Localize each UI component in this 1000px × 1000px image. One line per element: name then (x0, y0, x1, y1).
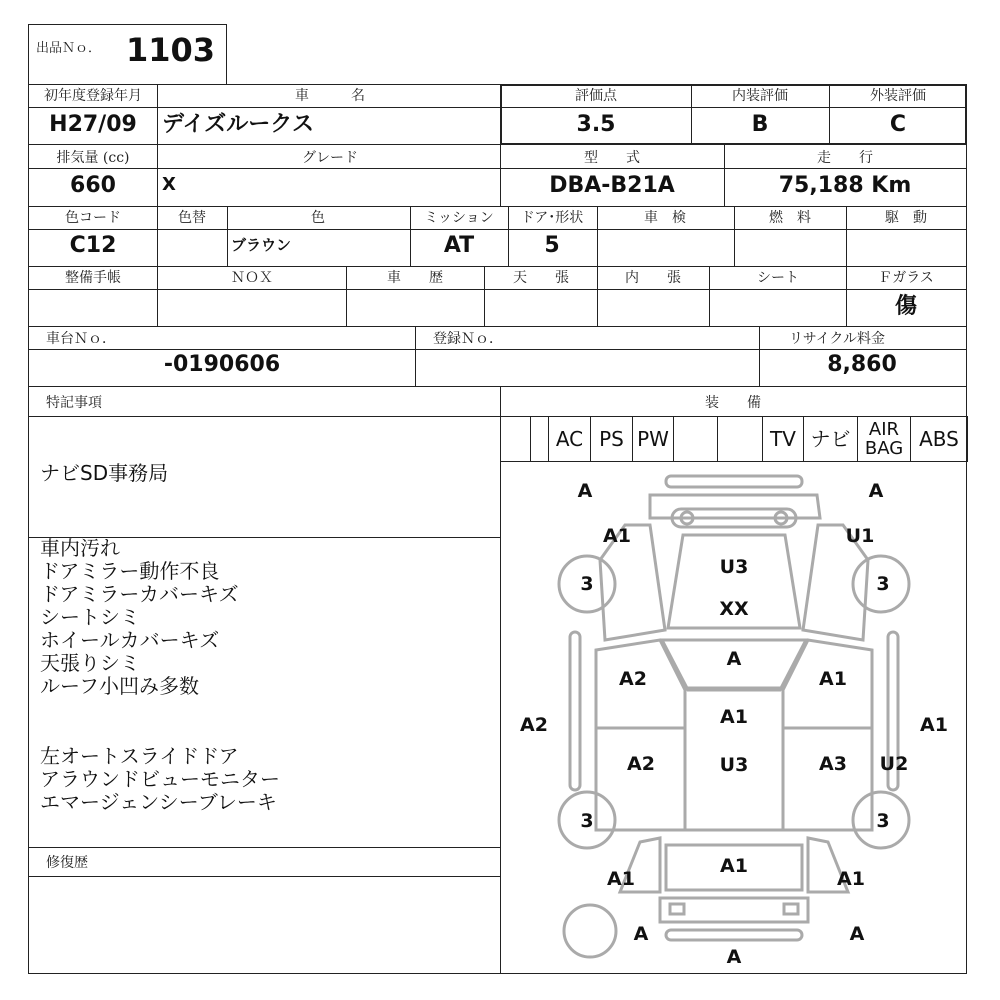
repaint-label: 色替 (178, 210, 206, 226)
exterior-value: C (889, 112, 907, 137)
grade-label: グレード (302, 150, 358, 166)
damage-mark-front-right: A (868, 480, 884, 502)
color-value: ブラウン (231, 236, 292, 254)
exterior-label: 外装評価 (870, 88, 926, 104)
note-line: 左オートスライドドア (40, 744, 239, 768)
damage-mark-wheel-rl: 3 (580, 810, 594, 832)
note-line: 車内汚れ (40, 536, 120, 560)
mission-value: AT (443, 233, 475, 258)
front-glass-label: Ｆガラス (878, 270, 934, 286)
damage-mark-hood-2: XX (719, 598, 749, 620)
equipment-item: ナビ (803, 416, 858, 462)
color-code-label: 色コード (65, 210, 121, 226)
damage-mark-wheel-fr: 3 (876, 573, 890, 595)
damage-mark-rear-left: A (633, 923, 649, 945)
mileage-label: 走 行 (817, 150, 873, 166)
note-line: ルーフ小凹み多数 (40, 674, 199, 698)
note-line: ドアミラーカバーキズ (40, 582, 239, 606)
damage-mark-wheel-fl: 3 (580, 573, 594, 595)
damage-mark-cowl: A (726, 648, 742, 670)
damage-mark-hood-1: U3 (719, 556, 749, 578)
roof-lining-label: 天 張 (513, 270, 569, 286)
registration-no-label: 登録Ｎｏ． (433, 331, 503, 347)
recycle-fee-value: 8,860 (827, 352, 897, 377)
note-line: シートシミ (40, 605, 140, 629)
damage-mark-door-rl: A2 (627, 753, 655, 775)
notes-top: ナビSD事務局 (40, 461, 169, 485)
mileage-value: 75,188 Km (778, 173, 912, 198)
score-value: 3.5 (576, 112, 616, 137)
recycle-fee-label: リサイクル料金 (788, 331, 886, 347)
displacement-label: 排気量 (cc) (56, 150, 130, 166)
registration-value: H27/09 (49, 112, 137, 137)
note-line: ドアミラー動作不良 (40, 559, 220, 583)
score-label: 評価点 (575, 88, 617, 104)
damage-mark-side-r: A1 (920, 714, 948, 736)
damage-mark-rear-center: A (726, 946, 742, 968)
grade-value: X (162, 174, 176, 195)
equipment-item: PW (632, 416, 674, 462)
equipment-item: PS (590, 416, 633, 462)
chassis-label: 車台Ｎｏ． (46, 331, 116, 347)
damage-mark-door-fr: A1 (819, 668, 847, 690)
note-line: ホイールカバーキズ (40, 628, 220, 652)
lot-number-label: 出品Ｎｏ． (36, 41, 102, 56)
door-value: 5 (544, 233, 560, 258)
nox-label: ＮＯＸ (231, 270, 273, 286)
notes-label: 特記事項 (46, 395, 102, 411)
color-label: 色 (311, 210, 325, 226)
equipment-item: AIR BAG (857, 416, 911, 462)
registration-label: 初年度登録年月 (44, 88, 142, 104)
model-value: DBA-B21A (549, 173, 675, 198)
repair-history-label: 修復歴 (46, 855, 88, 871)
drive-label: 駆 動 (885, 210, 927, 226)
damage-mark-quarter-rr: A1 (837, 868, 865, 890)
model-label: 型 式 (584, 150, 640, 166)
equipment-item: ABS (910, 416, 968, 462)
damage-mark-door-fl: A2 (619, 668, 647, 690)
damage-mark-roof-2: U3 (719, 754, 749, 776)
note-line: エマージェンシーブレーキ (40, 790, 277, 814)
equipment-item: AC (548, 416, 591, 462)
door-label: ドア･形状 (520, 210, 584, 226)
damage-mark-side-l: A2 (520, 714, 548, 736)
seat-label: シート (757, 270, 799, 286)
fuel-label: 燃 料 (769, 210, 811, 226)
front-glass-value: 傷 (894, 293, 918, 319)
car-name-label: 車 名 (295, 88, 365, 104)
history-label: 車 歴 (387, 270, 443, 286)
damage-mark-fender-fl: A1 (603, 525, 631, 547)
lot-number-value: 1103 (126, 31, 216, 69)
damage-mark-trunk: A1 (720, 855, 748, 877)
note-line: 天張りシミ (40, 651, 140, 675)
damage-mark-rear-right: A (849, 923, 865, 945)
inspection-label: 車 検 (644, 210, 686, 226)
damage-mark-quarter-rl: A1 (607, 868, 635, 890)
note-line: アラウンドビューモニター (40, 767, 280, 791)
maintenance-label: 整備手帳 (65, 270, 121, 286)
damage-mark-fender-fr: U1 (845, 525, 875, 547)
damage-mark-rocker-r: U2 (879, 753, 909, 775)
mission-label: ミッション (424, 210, 494, 226)
chassis-value: -0190606 (163, 352, 281, 377)
car-name-value: デイズルークス (162, 112, 315, 137)
inner-lining-label: 内 張 (625, 270, 681, 286)
damage-mark-wheel-rr: 3 (876, 810, 890, 832)
damage-mark-front-left: A (577, 480, 593, 502)
color-code-value: C12 (69, 233, 117, 258)
equipment-item: TV (762, 416, 804, 462)
equipment-label: 装 備 (705, 395, 761, 411)
damage-mark-roof-1: A1 (720, 706, 748, 728)
damage-mark-door-rr: A3 (819, 753, 847, 775)
interior-label: 内装評価 (732, 88, 788, 104)
displacement-value: 660 (70, 173, 116, 198)
interior-value: B (751, 112, 769, 137)
